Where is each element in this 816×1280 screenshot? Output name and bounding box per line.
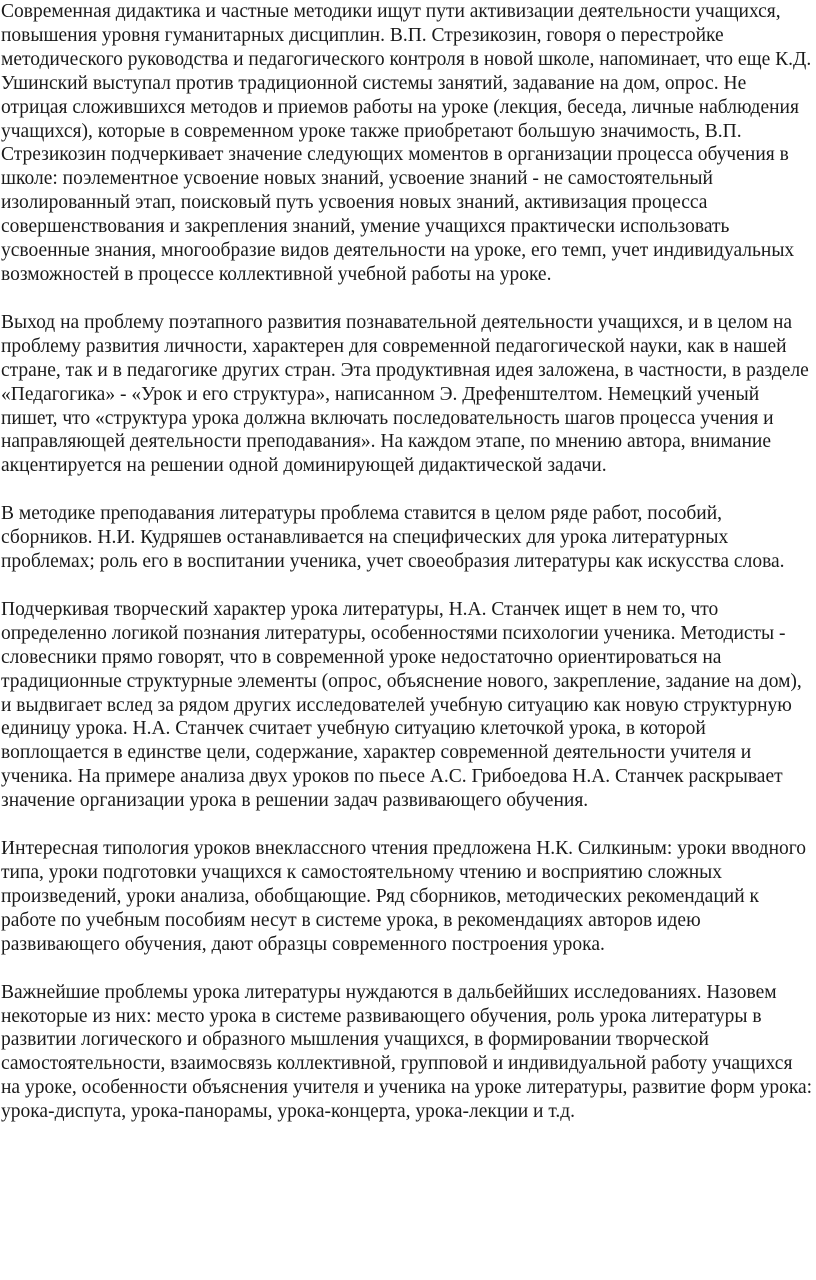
- paragraph-6: Важнейшие проблемы урока литературы нуждаются в дальбеййших исследованиях. Назовем некоторые из них: место урока в системе развивающего обучения, роль урока литературы в развитии логического и образного мышления учащихся, в формировании творческой самостоятельности, взаимосвязь коллективной, групповой и индивидуальной работу учащихся на уроке, особенности объяснения учителя и ученика на уроке литературы, развитие форм урока: урока-диспута, урока-панорамы, урока-концерта, урока-лекции и т.д.: [1, 981, 813, 1123]
- paragraph-5: Интересная типология уроков внеклассного чтения предложена Н.К. Силкиным: уроки вводного типа, уроки подготовки учащихся к самостоятельному чтению и восприятию сложных произведений, уроки анализа, обобщающие. Ряд сборников, методических рекомендаций к работе по учебным пособиям несут в системе урока, в рекомендациях авторов идею развивающего обучения, дают образцы современного построения урока.: [1, 838, 807, 955]
- paragraph-3: В методике преподавания литературы проблема ставится в целом ряде работ, пособий, сборников. Н.И. Кудряшев останавливается на специфических для урока литературных проблемах; роль его в воспитании ученика, учет своеобразия литературы как искусства слова.: [1, 503, 785, 573]
- paragraph-1: Современная дидактика и частные методики ищут пути активизации деятельности учащихся, повышения уровня гуманитарных дисциплин. В.П. Стрезикозин, говоря о перестройке методического руководства и педагогического контроля в новой школе, напоминает, что еще К.Д. Ушинский выступал против традиционной системы занятий, задавание на дом, опрос. Не отрицая сложившихся методов и приемов работы на уроке (лекция, беседа, личные наблюдения учащихся), которые в современном уроке также приобретают большую значимость, В.П. Стрезикозин подчеркивает значение следующих моментов в организации процесса обучения в школе: поэлементное усвоение новых знаний, усвоение знаний - не самостоятельный изолированный этап, поисковый путь усвоения новых знаний, активизация процесса совершенствования и закрепления знаний, умение учащихся практически использовать усвоенные знания, многообразие видов деятельности на уроке, его темп, учет индивидуальных возможностей в процессе коллективной учебной работы на уроке.: [1, 1, 812, 285]
- paragraph-4: Подчеркивая творческий характер урока литературы, Н.А. Станчек ищет в нем то, что определенно логикой познания литературы, особенностями психологии ученика. Методисты - словесники прямо говорят, что в современной уроке недостаточно ориентироваться на традиционные структурные элементы (опрос, объяснение нового, закрепление, задание на дом), и выдвигает вслед за рядом других исследователей учебную ситуацию как новую структурную единицу урока. Н.А. Станчек считает учебную ситуацию клеточкой урока, в которой воплощается в единстве цели, содержание, характер современной деятельности учителя и ученика. На примере анализа двух уроков по пьесе А.С. Грибоедова Н.А. Станчек раскрывает значение организации урока в решении задач развивающего обучения.: [1, 598, 802, 812]
- paragraph-2: Выход на проблему поэтапного развития познавательной деятельности учащихся, и в целом на проблему развития личности, характерен для современной педагогической науки, как в нашей стране, так и в педагогике других стран. Эта продуктивная идея заложена, в частности, в разделе «Педагогика» - «Урок и его структура», написанном Э. Дрефенштелтом. Немецкий ученый пишет, что «структура урока должна включать последовательность шагов процесса учения и направляющей деятельности преподавания». На каждом этапе, по мнению автора, внимание акцентируется на решении одной доминирующей дидактической задачи.: [1, 311, 809, 477]
